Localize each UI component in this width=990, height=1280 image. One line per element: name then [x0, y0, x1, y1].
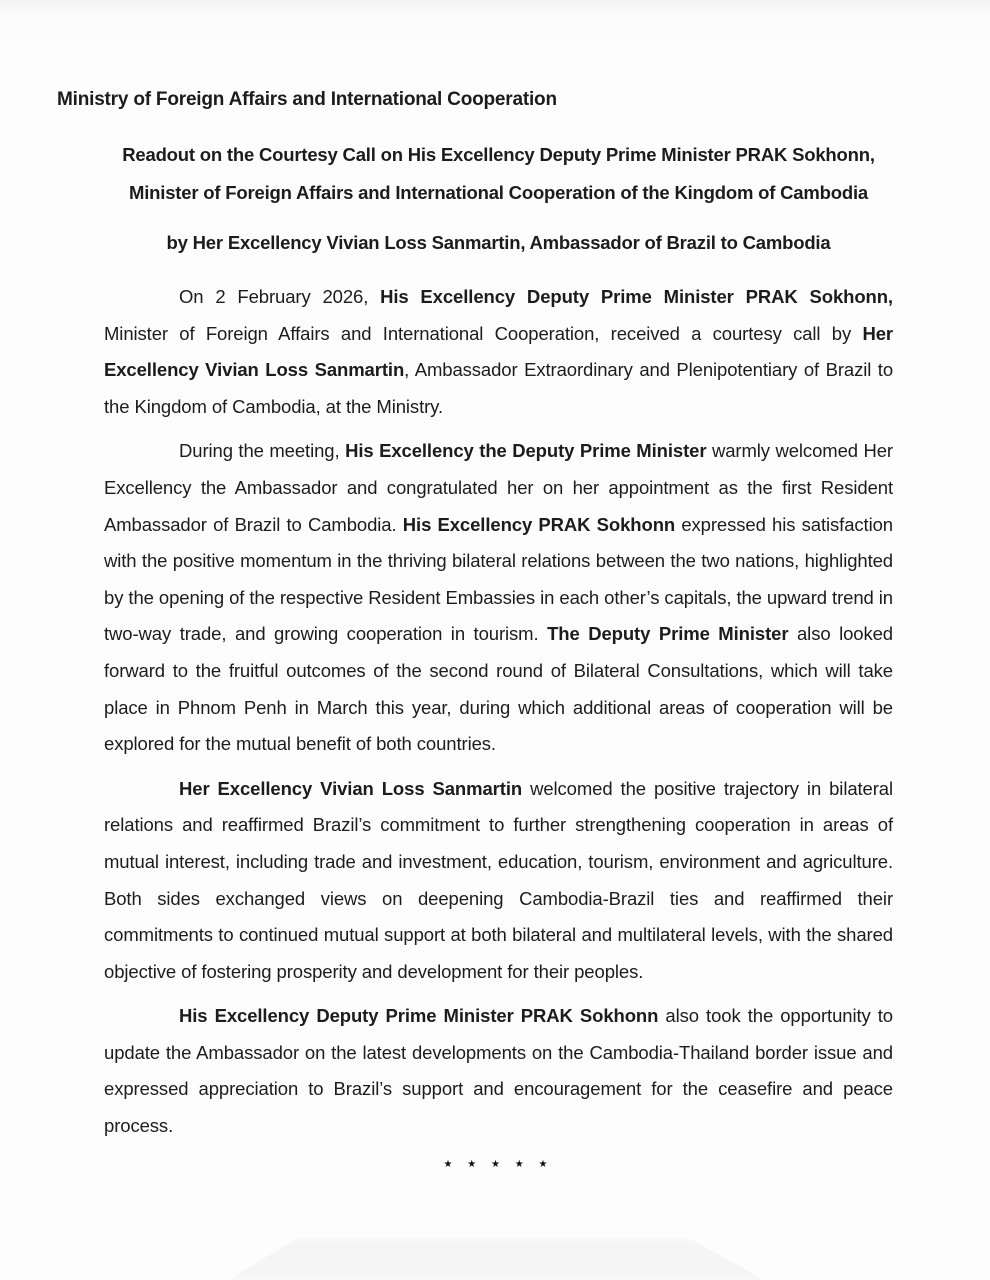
- paragraph-text: On 2 February 2026,: [179, 286, 381, 307]
- paragraph-text: also looked forward to the fruitful outcomes of the second round of Bilateral Consultations, which will take place in Phnom Penh in March this year, during which additional areas of cooperation will be explored for the mutual benefit of both countries.: [104, 623, 893, 755]
- paragraph-text: expressed his satisfaction with the positive momentum in the thriving bilateral relations between the two nations, highlighted by the opening of the respective Resident Embassies in each other’s capitals, the upward trend in two-way trade, and growing cooperation in tourism.: [104, 513, 893, 645]
- end-of-document-stars: ★ ★ ★ ★ ★: [443, 1159, 554, 1170]
- scan-shadow-top: [0, 0, 990, 48]
- paragraph-text: During the meeting,: [179, 440, 346, 462]
- ministry-header: Ministry of Foreign Affairs and International Cooperation: [57, 89, 557, 110]
- dignitary-name-bold: The Deputy Prime Minister: [547, 623, 789, 645]
- scan-shadow-bottom: [228, 1238, 764, 1280]
- dignitary-name-bold: His Excellency the Deputy Prime Minister: [345, 440, 707, 462]
- document-body: [104, 279, 893, 1153]
- dignitary-name-bold: Her Excellency Vivian Loss Sanmartin: [104, 322, 893, 381]
- document-title: [104, 136, 893, 262]
- paragraph-text: Minister of Foreign Affairs and International Cooperation, received a courtesy call by: [104, 322, 863, 344]
- paragraph: [104, 998, 893, 1144]
- title-line-1: Readout on the Courtesy Call on His Excellency Deputy Prime Minister PRAK Sokhonn,: [122, 144, 875, 165]
- paragraph: [104, 279, 893, 425]
- dignitary-name-bold: His Excellency Deputy Prime Minister PRAK Sokhonn,: [380, 286, 893, 307]
- dignitary-name-bold: His Excellency Deputy Prime Minister PRAK Sokhonn: [179, 1005, 659, 1027]
- dignitary-name-bold: Her Excellency Vivian Loss Sanmartin: [179, 777, 523, 799]
- paragraph: [104, 433, 893, 762]
- title-line-2: Minister of Foreign Affairs and International Cooperation of the Kingdom of Cambodia: [129, 182, 868, 203]
- paragraph-text: , Ambassador Extraordinary and Plenipotentiary of Brazil to the Kingdom of Cambodia, at the Ministry.: [104, 359, 894, 417]
- paragraph-text: also took the opportunity to update the Ambassador on the latest developments on the Cambodia-Thailand border issue and expressed appreciation to Brazil’s support and encouragement for the ceasefire and peace process.: [104, 1005, 893, 1137]
- dignitary-name-bold: His Excellency PRAK Sokhonn: [402, 513, 676, 535]
- title-line-3: by Her Excellency Vivian Loss Sanmartin, Ambassador of Brazil to Cambodia: [166, 232, 831, 253]
- paragraph-text: warmly welcomed Her Excellency the Ambassador and congratulated her on her appointment as the first Resident Ambassador of Brazil to Cambodia.: [104, 440, 893, 535]
- paragraph: [104, 771, 893, 991]
- paragraph-text: welcomed the positive trajectory in bilateral relations and reaffirmed Brazil’s commitment to further strengthening cooperation in areas of mutual interest, including trade and investment, education, tourism, environment and agriculture. Both sides exchanged views on deepening Cambodia-Brazil ties and reaffirmed their commitments to continued mutual support at both bilateral and multilateral levels, with the shared objective of fostering prosperity and development for their peoples.: [104, 777, 894, 982]
